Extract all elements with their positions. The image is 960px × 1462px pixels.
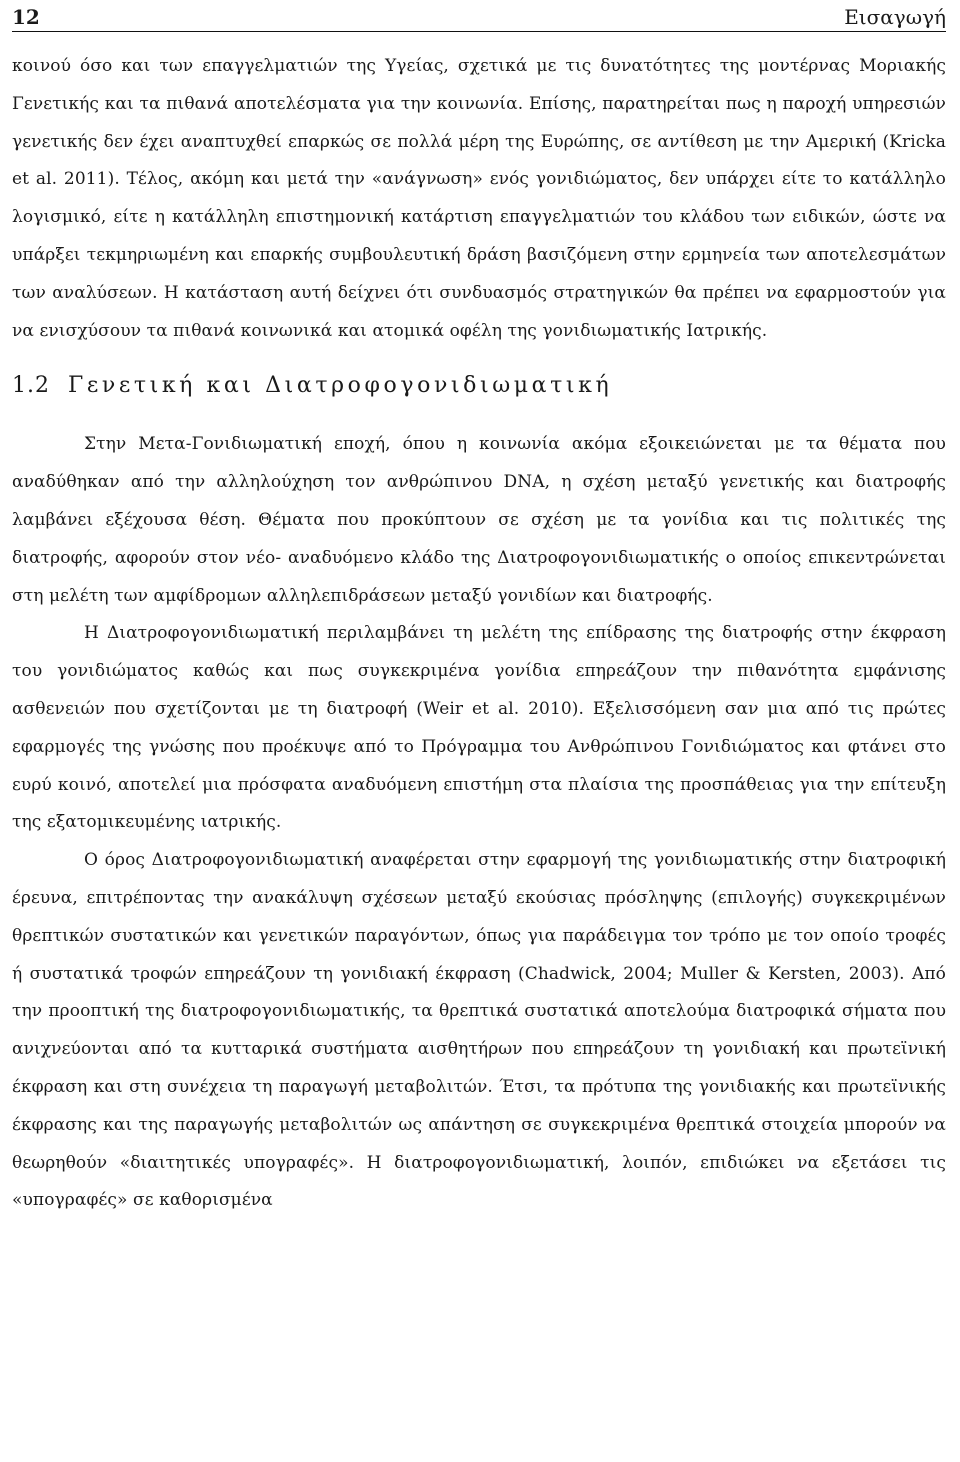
page-header [12,0,946,32]
page-body [12,48,946,1220]
page-number: 12 [12,5,40,29]
section-number: 1.2 [12,373,50,399]
section-heading [12,367,946,405]
section-title: Γενετική και Διατροφογονιδιωματική [68,373,613,399]
paragraph: Ο όρος Διατροφογονιδιωματική αναφέρεται στην εφαρμογή της γονιδιωματικής στην διατροφική έρευνα, επιτρέποντας την ανακάλυψη σχέσεων μεταξύ εκούσιας πρόσληψης (επιλογής) συγκεκριμένων θρεπτικών συστατικών και γενετικών παραγόντων, όπως για παράδειγμα τον τρόπο με τον οποίο τροφές ή συστατικά τροφών επηρεάζουν τη γονιδιακή έκφραση (Chadwick, 2004; Muller & Kersten, 2003). Από την προοπτική της διατροφογονιδιωματικής, τα θρεπτικά συστατικά αποτελούμα διατροφικά σήματα που ανιχνεύονται από τα κυτταρικά συστήματα αισθητήρων που επηρεάζουν τη γονιδιακή και πρωτεϊνική έκφραση και στη συνέχεια τη παραγωγή μεταβολιτών. Έτσι, τα πρότυπα της γονιδιακής και πρωτεϊνικής έκφρασης και της παραγωγής μεταβολιτών ως απάντηση σε συγκεκριμένα θρεπτικά στοιχεία μπορούν να θεωρηθούν «διαιτητικές υπογραφές». Η διατροφογονιδιωματική, λοιπόν, επιδιώκει να εξετάσει τις «υπογραφές» σε καθορισμένα [12,850,946,1211]
paragraph: Η Διατροφογονιδιωματική περιλαμβάνει τη μελέτη της επίδρασης της διατροφής στην έκφραση του γονιδιώματος καθώς και πως συγκεκριμένα γονίδια επηρεάζουν την πιθανότητα εμφάνισης ασθενειών που σχετίζονται με τη διατροφή (Weir et al. 2010). Εξελισσόμενη σαν μια από τις πρώτες εφαρμογές της γνώσης που προέκυψε από το Πρόγραμμα του Ανθρώπινου Γονιδιώματος και φτάνει στο ευρύ κοινό, αποτελεί μια πρόσφατα αναδυόμενη επιστήμη στα πλαίσια της προσπάθειας για την επίτευξη της εξατομικευμένης ιατρικής. [12,623,946,833]
running-title: Εισαγωγή [844,5,946,29]
paragraph-continued: κοινού όσο και των επαγγελματιών της Υγείας, σχετικά με τις δυνατότητες της μοντέρνας Μοριακής Γενετικής και τα πιθανά αποτελέσματα για την κοινωνία. Επίσης, παρατηρείται πως η παροχή υπηρεσιών γενετικής δεν έχει αναπτυχθεί επαρκώς σε πολλά μέρη της Ευρώπης, σε αντίθεση με την Αμερική (Kricka et al. 2011). Τέλος, ακόμη και μετά την «ανάγνωση» ενός γονιδιώματος, δεν υπάρχει είτε το κατάλληλο λογισμικό, είτε η κατάλληλη επιστημονική κατάρτιση επαγγελματιών του κλάδου των ειδικών, ώστε να υπάρξει τεκμηριωμένη και επαρκής συμβουλευτική δράση βασιζόμενη στην ερμηνεία των αποτελεσμάτων των αναλύσεων. Η κατάσταση αυτή δείχνει ότι συνδυασμός στρατηγικών θα πρέπει να εφαρμοστούν για να ενισχύσουν τα πιθανά κοινωνικά και ατομικά οφέλη της γονιδιωματικής Ιατρικής. [12,56,946,341]
paragraph: Στην Μετα-Γονιδιωματική εποχή, όπου η κοινωνία ακόμα εξοικειώνεται με τα θέματα που αναδύθηκαν από την αλληλούχηση τον ανθρώπινου DNA, η σχέση μεταξύ γενετικής και διατροφής λαμβάνει εξέχουσα θέση. Θέματα που προκύπτουν σε σχέση με τα γονίδια και τις πολιτικές της διατροφής, αφορούν στον νέο- αναδυόμενο κλάδο της Διατροφογονιδιωματικής ο οποίος επικεντρώνεται στη μελέτη των αμφίδρομων αλληλεπιδράσεων μεταξύ γονιδίων και διατροφής. [12,434,946,606]
